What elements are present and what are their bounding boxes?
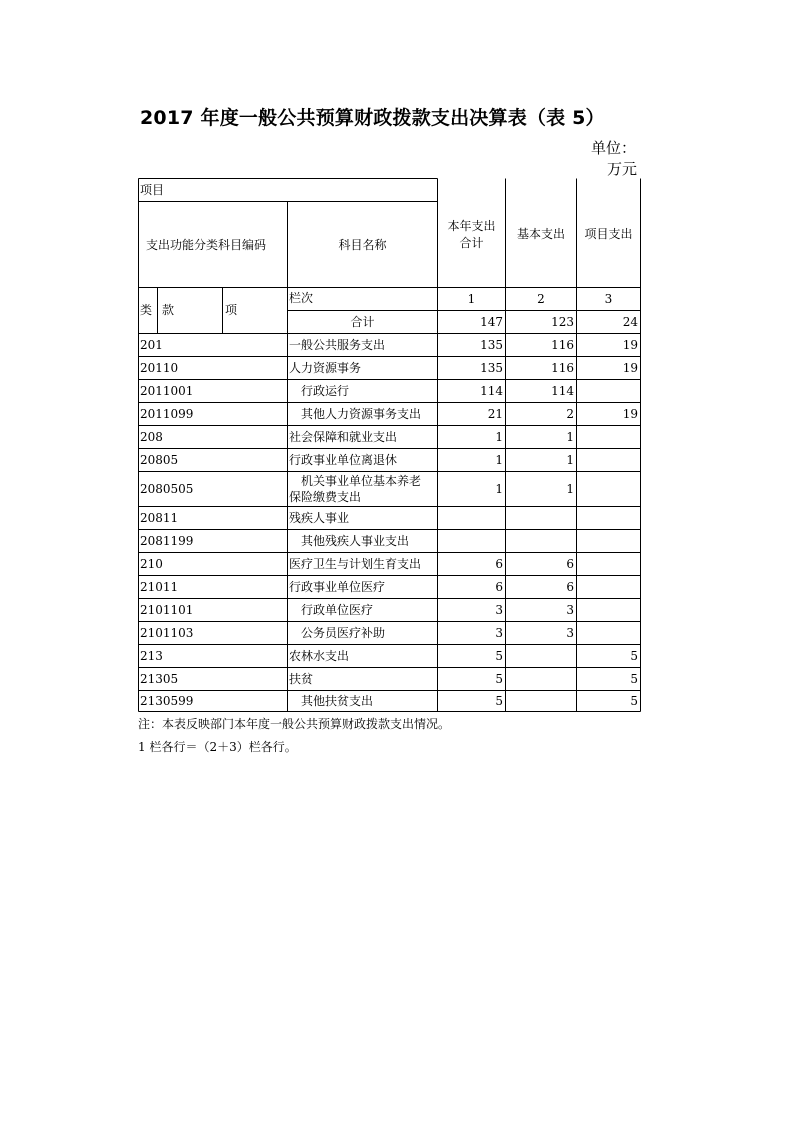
row-project: 19 [622, 361, 638, 375]
header-lanci: 栏次 [289, 291, 314, 305]
row-project: 19 [622, 407, 638, 421]
header-item: 项目 [140, 183, 165, 197]
column-number-1: 1 [467, 292, 476, 306]
row-basic: 3 [566, 603, 574, 617]
header-basic: 基本支出 [516, 227, 565, 241]
row-total: 135 [480, 338, 503, 352]
row-name: 行政单位医疗 [301, 603, 374, 617]
column-number-3: 3 [604, 292, 613, 306]
row-total: 114 [480, 384, 503, 398]
row-code: 210 [140, 557, 163, 571]
row-name: 行政事业单位医疗 [289, 580, 386, 594]
summary-basic: 123 [551, 315, 574, 329]
row-name-line2: 保险缴费支出 [289, 490, 362, 504]
row-project: 19 [622, 338, 638, 352]
footnote-1: 注：本表反映部门本年度一般公共预算财政拨款支出情况。 [138, 717, 451, 731]
row-total: 3 [495, 603, 503, 617]
row-code: 21305 [140, 672, 179, 686]
row-code: 2080505 [140, 482, 194, 496]
header-total-line2: 合计 [459, 236, 484, 250]
row-basic: 116 [551, 361, 574, 375]
row-name-line1: 机关事业单位基本养老 [301, 474, 422, 488]
column-number-2: 2 [537, 292, 545, 306]
header-project: 项目支出 [584, 227, 633, 241]
row-code: 20811 [140, 511, 179, 525]
row-code: 20805 [140, 453, 179, 467]
row-basic: 1 [566, 430, 574, 444]
header-kuan: 款 [162, 303, 175, 317]
row-project: 5 [630, 672, 638, 686]
unit-label: 单位： [591, 139, 637, 157]
row-name: 其他残疾人事业支出 [301, 534, 410, 548]
row-total: 135 [480, 361, 503, 375]
row-code: 201 [140, 338, 163, 352]
unit-value: 万元 [607, 160, 638, 178]
row-name: 农林水支出 [289, 649, 350, 663]
row-total: 6 [495, 557, 503, 571]
row-basic: 2 [566, 407, 574, 421]
row-total: 5 [495, 672, 503, 686]
summary-total: 147 [480, 315, 503, 329]
row-name: 其他扶贫支出 [301, 694, 374, 708]
row-total: 1 [495, 430, 503, 444]
header-lei: 类 [140, 303, 153, 317]
row-code: 2101103 [140, 626, 194, 640]
row-code: 213 [140, 649, 163, 663]
row-name: 公务员医疗补助 [301, 626, 386, 640]
row-code: 2011099 [140, 407, 194, 421]
row-code: 2081199 [140, 534, 194, 548]
footnote-2: 1 栏各行＝（2＋3）栏各行。 [138, 740, 297, 754]
header-xiang: 项 [225, 303, 238, 317]
row-total: 5 [495, 649, 503, 663]
row-project: 5 [630, 694, 638, 708]
row-basic: 6 [566, 580, 574, 594]
header-code: 支出功能分类科目编码 [146, 238, 267, 252]
row-name: 扶贫 [289, 672, 314, 686]
row-code: 21011 [140, 580, 179, 594]
row-total: 6 [495, 580, 503, 594]
row-code: 2130599 [140, 694, 194, 708]
row-total: 5 [495, 694, 503, 708]
row-name: 行政运行 [301, 384, 350, 398]
header-total-line1: 本年支出 [447, 219, 496, 233]
row-basic: 116 [551, 338, 574, 352]
row-code: 2101101 [140, 603, 194, 617]
header-subject: 科目名称 [338, 238, 387, 252]
row-basic: 3 [566, 626, 574, 640]
row-total: 3 [495, 626, 503, 640]
row-name: 社会保障和就业支出 [289, 430, 398, 444]
row-total: 21 [487, 407, 503, 421]
row-name: 人力资源事务 [289, 361, 362, 375]
row-basic: 114 [551, 384, 574, 398]
row-name: 其他人力资源事务支出 [301, 407, 422, 421]
page-title: 2017 年度一般公共预算财政拨款支出决算表（表 5） [140, 107, 605, 129]
row-code: 208 [140, 430, 163, 444]
row-name: 行政事业单位离退休 [289, 453, 398, 467]
row-name: 医疗卫生与计划生育支出 [289, 557, 422, 571]
row-name: 一般公共服务支出 [289, 338, 386, 352]
row-total: 1 [495, 453, 503, 467]
row-basic: 6 [566, 557, 574, 571]
row-name: 残疾人事业 [289, 511, 350, 525]
row-basic: 1 [566, 453, 574, 467]
row-project: 5 [630, 649, 638, 663]
row-code: 20110 [140, 361, 179, 375]
row-total: 1 [495, 482, 503, 496]
row-basic: 1 [566, 482, 574, 496]
row-code: 2011001 [140, 384, 194, 398]
summary-project: 24 [622, 315, 638, 329]
summary-label: 合计 [350, 315, 375, 329]
